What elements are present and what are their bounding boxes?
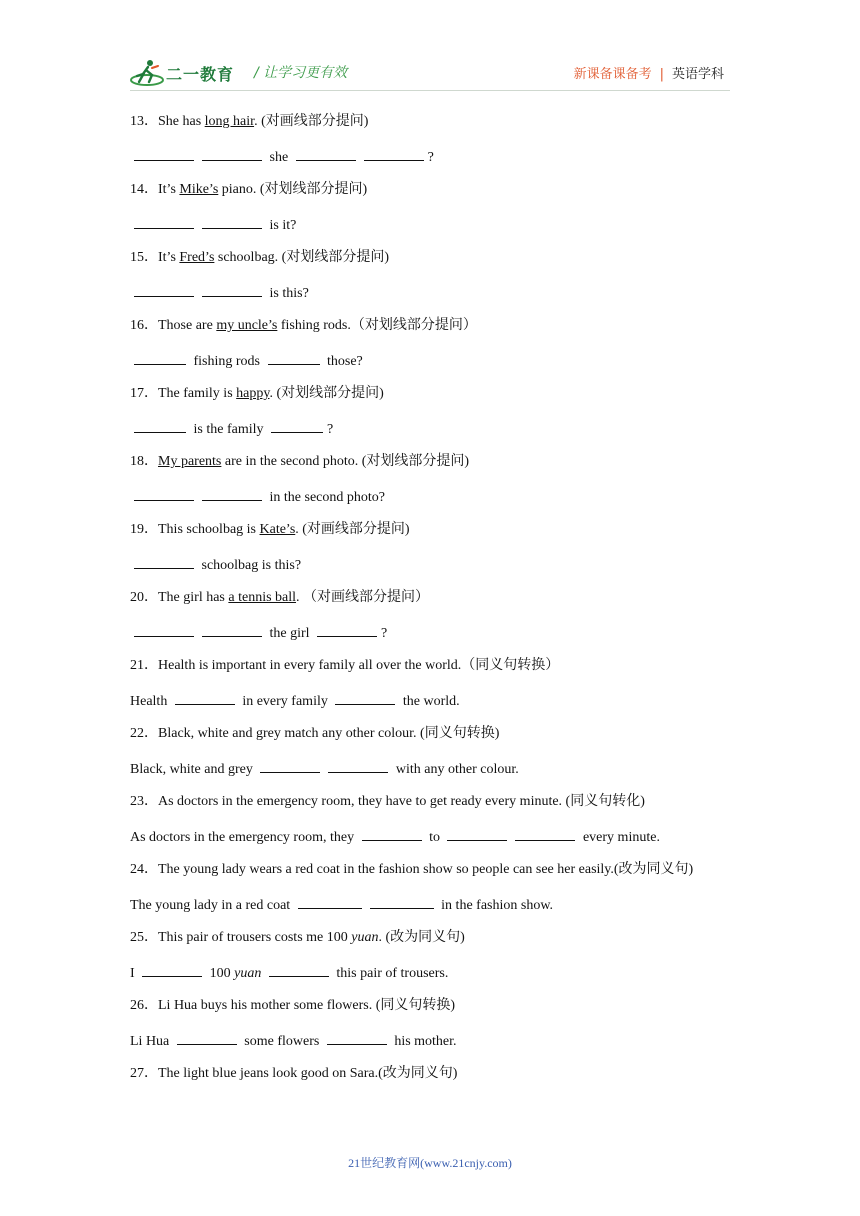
question-20: 20．The girl has a tennis ball. （对画线部分提问） xyxy=(130,590,430,605)
question-19: 19．This schoolbag is Kate’s. (对画线部分提问) xyxy=(130,522,410,537)
answer-blank[interactable] xyxy=(515,826,575,841)
answer-16: fishing rods those? xyxy=(130,350,730,384)
question-26: 26．Li Hua buys his mother some flowers. (同义句转换) xyxy=(130,998,456,1013)
underlined-part: my uncle’s xyxy=(216,318,278,333)
question-22: 22．Black, white and grey match any other colour. (同义句转换) xyxy=(130,726,500,741)
answer-blank[interactable] xyxy=(268,350,320,365)
answer-blank[interactable] xyxy=(296,146,356,161)
question-25: 25．This pair of trousers costs me 100 yuan. (改为同义句) xyxy=(130,930,465,945)
runner-logo-icon xyxy=(130,58,164,88)
question-21: 21．Health is important in every family all over the world.（同义句转换） xyxy=(130,658,560,673)
page-header xyxy=(130,58,730,90)
subject-tag xyxy=(574,63,724,82)
answer-blank[interactable] xyxy=(202,486,262,501)
underlined-part: long hair xyxy=(204,114,255,129)
answer-blank[interactable] xyxy=(327,1030,387,1045)
answer-blank[interactable] xyxy=(134,350,186,365)
answer-15: is this? xyxy=(130,282,730,316)
answer-13: she ? xyxy=(130,146,730,180)
underlined-part: My parents xyxy=(158,454,222,469)
slogan: / 让学习更有效 xyxy=(254,65,348,81)
answer-blank[interactable] xyxy=(260,758,320,773)
question-24: 24．The young lady wears a red coat in the fashion show so people can see her easily.(改为同义句) xyxy=(130,862,694,877)
answer-blank[interactable] xyxy=(447,826,507,841)
answer-blank[interactable] xyxy=(202,622,262,637)
answer-blank[interactable] xyxy=(269,962,329,977)
question-15: 15．It’s Fred’s schoolbag. (对划线部分提问) xyxy=(130,250,389,265)
answer-blank[interactable] xyxy=(134,214,194,229)
answer-20: the girl ? xyxy=(130,622,730,656)
answer-blank[interactable] xyxy=(317,622,377,637)
tag-right: 英语学科 xyxy=(671,67,724,82)
exercise-list xyxy=(130,112,730,1098)
answer-blank[interactable] xyxy=(271,418,323,433)
answer-blank[interactable] xyxy=(142,962,202,977)
answer-blank[interactable] xyxy=(134,486,194,501)
answer-18: in the second photo? xyxy=(130,486,730,520)
underlined-part: Mike’s xyxy=(179,182,219,197)
answer-26: Li Hua some flowers his mother. xyxy=(130,1030,730,1064)
answer-21: Health in every family the world. xyxy=(130,690,730,724)
answer-blank[interactable] xyxy=(177,1030,237,1045)
question-14: 14．It’s Mike’s piano. (对划线部分提问) xyxy=(130,182,368,197)
answer-blank[interactable] xyxy=(134,622,194,637)
answer-23: As doctors in the emergency room, they to every minute. xyxy=(130,826,730,860)
logo xyxy=(130,58,248,88)
question-17: 17．The family is happy. (对划线部分提问) xyxy=(130,386,384,401)
question-23: 23．As doctors in the emergency room, they have to get ready every minute. (同义句转化) xyxy=(130,794,645,809)
answer-blank[interactable] xyxy=(175,690,235,705)
answer-17: is the family ? xyxy=(130,418,730,452)
question-27: 27．The light blue jeans look good on Sara.(改为同义句) xyxy=(130,1066,458,1081)
answer-blank[interactable] xyxy=(202,146,262,161)
answer-14: is it? xyxy=(130,214,730,248)
answer-blank[interactable] xyxy=(364,146,424,161)
underlined-part: a tennis ball xyxy=(228,590,297,605)
page-footer: 21世纪教育网(www.21cnjy.com) xyxy=(348,1156,512,1170)
answer-22: Black, white and grey with any other colour. xyxy=(130,758,730,792)
tag-left: 新课备课备考 xyxy=(573,67,652,82)
answer-blank[interactable] xyxy=(298,894,362,909)
answer-blank[interactable] xyxy=(134,554,194,569)
answer-25: I 100 yuan this pair of trousers. xyxy=(130,962,730,996)
answer-blank[interactable] xyxy=(134,282,194,297)
underlined-part: Fred’s xyxy=(179,250,215,265)
answer-blank[interactable] xyxy=(362,826,422,841)
underlined-part: Kate’s xyxy=(259,522,296,537)
tag-separator: | xyxy=(659,67,664,82)
answer-blank[interactable] xyxy=(134,146,194,161)
answer-19: schoolbag is this? xyxy=(130,554,730,588)
answer-blank[interactable] xyxy=(202,214,262,229)
underlined-part: happy xyxy=(236,386,270,401)
question-18: 18．My parents are in the second photo. (对划线部分提问) xyxy=(130,454,470,469)
answer-blank[interactable] xyxy=(134,418,186,433)
answer-24: The young lady in a red coat in the fashion show. xyxy=(130,894,730,928)
answer-blank[interactable] xyxy=(370,894,434,909)
question-16: 16．Those are my uncle’s fishing rods.（对划线部分提问） xyxy=(130,318,477,333)
answer-blank[interactable] xyxy=(202,282,262,297)
header-divider xyxy=(130,90,730,91)
question-13: 13．She has long hair. (对画线部分提问) xyxy=(130,114,369,129)
logo-text: 二一教育 xyxy=(166,65,235,84)
answer-blank[interactable] xyxy=(335,690,395,705)
answer-blank[interactable] xyxy=(328,758,388,773)
